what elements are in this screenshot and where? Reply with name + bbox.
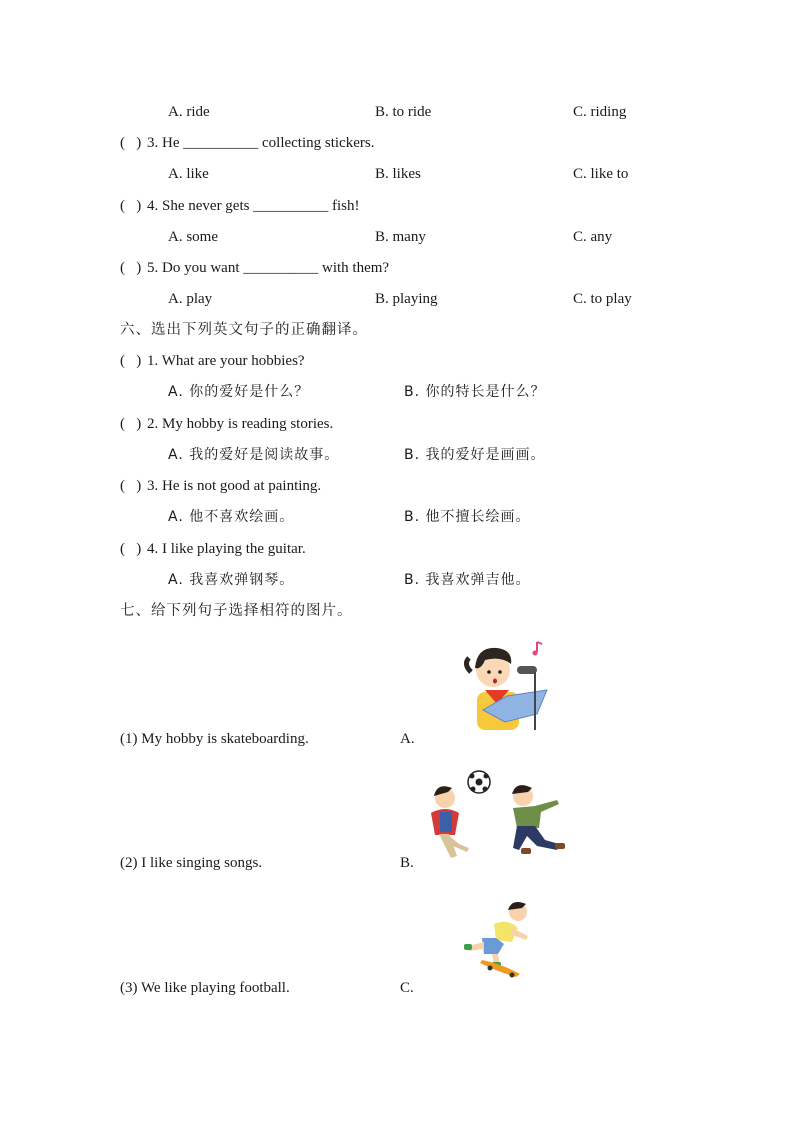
answer-paren[interactable]: ( ) [120,135,142,151]
option-b: B. 你的特长是什么？ [404,384,546,400]
question-text: 3. He __________ collecting stickers. [147,135,375,151]
option-a: A. some [168,229,218,245]
question-text: 5. Do you want __________ with them? [147,260,390,276]
option-a: A. 我的爱好是阅读故事。 [168,447,340,463]
option-q2-b: B. to ride [375,104,432,120]
question-6-2 [120,415,333,433]
answer-paren[interactable]: ( ) [120,353,142,369]
question-text: 3. He is not good at painting. [147,478,322,494]
option-b: B. many [375,229,426,245]
football-icon [468,771,490,793]
option-q2-a: A. ride [168,104,210,120]
option-c: C. any [573,229,613,245]
option-a: A. 你的爱好是什么？ [168,384,310,400]
option-b: B. 我喜欢弹吉他。 [404,572,531,588]
option-a: A. play [168,291,213,307]
question-5-5 [120,259,389,277]
option-a: A. 他不喜欢绘画。 [168,509,295,525]
question-text: 4. I like playing the guitar. [147,541,306,557]
option-b: B. likes [375,166,421,182]
music-note-icon [533,642,543,656]
girl-singing-picture [455,632,565,737]
option-b: B. 他不擅长绘画。 [404,509,531,525]
option-a: A. like [168,166,209,182]
sentence-3: (3) We like playing football. [120,980,290,996]
picture-label-b: B. [400,855,414,871]
sentence-2: (2) I like singing songs. [120,855,263,871]
answer-paren[interactable]: ( ) [120,541,142,557]
answer-paren[interactable]: ( ) [120,198,142,214]
option-b: B. 我的爱好是画画。 [404,447,546,463]
section-6-heading: 六、选出下列英文句子的正确翻译。 [120,322,368,338]
option-c: C. like to [573,166,629,182]
question-text: 4. She never gets __________ fish! [147,198,360,214]
question-text: 1. What are your hobbies? [147,353,305,369]
question-6-4 [120,540,306,558]
boys-football-picture [425,768,575,863]
boy-skateboarding-picture [462,898,540,978]
picture-label-c: C. [400,980,414,996]
sentence-1: (1) My hobby is skateboarding. [120,731,309,747]
section-7-heading: 七、给下列句子选择相符的图片。 [120,603,353,619]
option-b: B. playing [375,291,438,307]
option-c: C. to play [573,291,632,307]
question-6-1 [120,352,305,370]
answer-paren[interactable]: ( ) [120,478,142,494]
question-text: 2. My hobby is reading stories. [147,416,334,432]
answer-paren[interactable]: ( ) [120,260,142,276]
question-6-3 [120,477,321,495]
question-5-4 [120,197,359,215]
question-5-3 [120,134,374,152]
option-q2-c: C. riding [573,104,627,120]
option-a: A. 我喜欢弹钢琴。 [168,572,295,588]
answer-paren[interactable]: ( ) [120,416,142,432]
picture-label-a: A. [400,731,415,747]
